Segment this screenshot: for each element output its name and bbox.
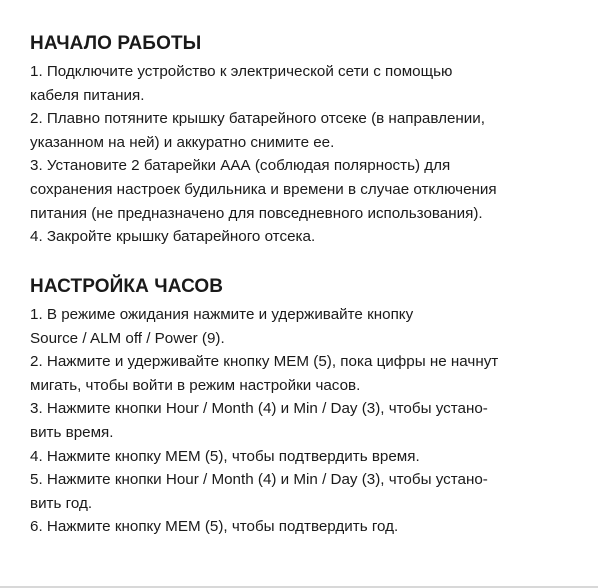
manual-page (30, 0, 590, 588)
step-line: 5. Нажмите кнопки Hour / Month (4) и Min / Day (3), чтобы устано- (30, 471, 488, 489)
section-title-clock-setup: НАСТРОЙКА ЧАСОВ (30, 276, 224, 297)
step-line: 2. Нажмите и удерживайте кнопку MEM (5), пока цифры не начнут (30, 353, 499, 371)
step-line: питания (не предназначено для повседневного использования). (30, 204, 483, 222)
step-line: 1. В режиме ожидания нажмите и удерживайте кнопку (30, 306, 414, 323)
step-line: 3. Установите 2 батарейки ААА (соблюдая полярность) для (30, 157, 451, 175)
step-line: 3. Нажмите кнопки Hour / Month (4) и Min / Day (3), чтобы устано- (30, 400, 488, 418)
section-title-getting-started: НАЧАЛО РАБОТЫ (30, 33, 202, 54)
step-line: сохранения настроек будильника и времени в случае отключения (30, 180, 497, 198)
step-line: 4. Закройте крышку батарейного отсека. (30, 228, 316, 246)
step-line: вить год. (30, 494, 93, 512)
step-line: вить время. (30, 423, 114, 441)
step-line: 6. Нажмите кнопку MEM (5), чтобы подтвердить год. (30, 518, 399, 536)
getting-started-steps (30, 60, 497, 249)
step-line: кабеля питания. (30, 86, 145, 104)
step-line: 1. Подключите устройство к электрической сети с помощью (30, 63, 453, 80)
step-line: Source / ALM off / Power (9). (30, 329, 225, 347)
step-line: мигать, чтобы войти в режим настройки часов. (30, 376, 361, 394)
step-line: 4. Нажмите кнопку MEM (5), чтобы подтвердить время. (30, 447, 420, 465)
clock-setup-steps (30, 303, 498, 539)
step-line: указанном на ней) и аккуратно снимите ее. (30, 133, 335, 151)
step-line: 2. Плавно потяните крышку батарейного отсеке (в направлении, (30, 110, 485, 128)
